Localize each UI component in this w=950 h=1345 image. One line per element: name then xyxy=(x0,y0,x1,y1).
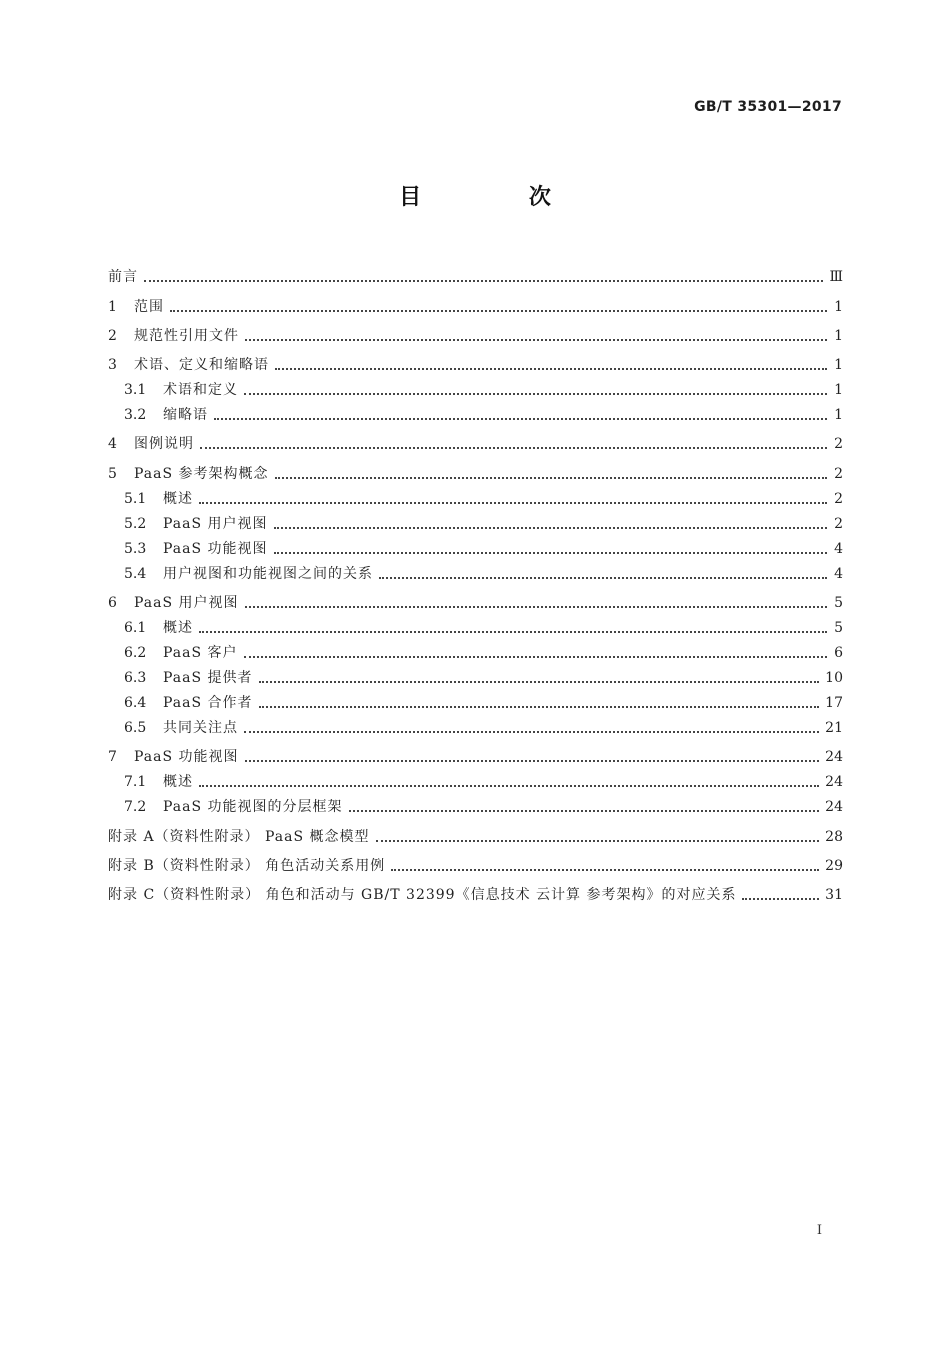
standard-code: GB/T 35301—2017 xyxy=(694,99,842,115)
toc-entry-number: 6.3 xyxy=(124,670,147,687)
toc-entry-page: 21 xyxy=(825,720,843,737)
toc-entry-label: 附录 A（资料性附录） PaaS 概念模型 xyxy=(108,828,370,845)
toc-entry-label: PaaS 功能视图 xyxy=(134,749,239,766)
toc-entry-label: PaaS 合作者 xyxy=(163,695,253,712)
toc-entry-page: 6 xyxy=(834,645,843,662)
toc-entry[interactable] xyxy=(108,847,843,876)
toc-entry-number: 5.1 xyxy=(124,490,147,507)
dot-leader xyxy=(200,446,827,449)
toc-entry-number: 2 xyxy=(108,327,117,344)
dot-leader xyxy=(245,759,820,762)
toc-entry-number: 6.1 xyxy=(124,620,147,637)
toc-entry[interactable] xyxy=(108,317,843,346)
toc-entry[interactable] xyxy=(108,509,843,534)
toc-entry-page: 1 xyxy=(834,382,843,399)
dot-leader xyxy=(245,338,827,341)
toc-entry-label: PaaS 参考架构概念 xyxy=(134,465,269,482)
toc-entry-number: 7.2 xyxy=(124,799,147,816)
toc-entry-number: 6.2 xyxy=(124,645,147,662)
toc-entry[interactable] xyxy=(108,425,843,454)
toc-entry-label: 术语、定义和缩略语 xyxy=(134,357,269,374)
toc-entry[interactable] xyxy=(108,559,843,584)
dot-leader xyxy=(245,605,827,608)
dot-leader xyxy=(274,526,827,529)
toc-entry-label: 附录 B（资料性附录） 角色活动关系用例 xyxy=(108,857,386,874)
page-title: 目 次 xyxy=(399,185,601,210)
toc-entry-page: Ⅲ xyxy=(829,269,843,286)
toc-entry-page: 1 xyxy=(834,407,843,424)
toc-entry-page: 24 xyxy=(825,774,843,791)
toc-entry-label: 概述 xyxy=(163,774,193,791)
toc-entry-label: 共同关注点 xyxy=(163,720,238,737)
toc-entry-page: 4 xyxy=(834,565,843,582)
toc-entry-label: 范围 xyxy=(134,298,164,315)
toc-entry-page: 4 xyxy=(834,540,843,557)
dot-leader xyxy=(244,730,819,733)
toc-entry[interactable] xyxy=(108,484,843,509)
toc-entry-label: 规范性引用文件 xyxy=(134,327,239,344)
toc-entry[interactable] xyxy=(108,876,843,905)
toc-entry-page: 31 xyxy=(825,887,843,904)
toc-entry-page: 2 xyxy=(834,515,843,532)
toc-entry[interactable] xyxy=(108,613,843,638)
toc-entry[interactable] xyxy=(108,713,843,738)
toc-entry[interactable] xyxy=(108,287,843,316)
toc-entry-label: 术语和定义 xyxy=(163,382,238,399)
toc-entry-label: 概述 xyxy=(163,490,193,507)
toc-entry-page: 10 xyxy=(825,670,843,687)
toc-entry[interactable] xyxy=(108,688,843,713)
toc-entry-label: 附录 C（资料性附录） 角色和活动与 GB/T 32399《信息技术 云计算 参考架构》的对应关系 xyxy=(108,887,737,904)
toc-entry-page: 28 xyxy=(825,828,843,845)
toc-entry-number: 5.3 xyxy=(124,540,147,557)
dot-leader xyxy=(199,501,827,504)
toc-entry[interactable] xyxy=(108,663,843,688)
toc-entry[interactable] xyxy=(108,738,843,767)
toc-entry-page: 2 xyxy=(834,436,843,453)
toc-entry-number: 3.1 xyxy=(124,382,147,399)
toc-entry[interactable] xyxy=(108,817,843,846)
toc-entry-page: 1 xyxy=(834,357,843,374)
toc-entry[interactable] xyxy=(108,258,843,287)
dot-leader xyxy=(379,576,827,579)
dot-leader xyxy=(144,279,823,282)
toc-entry-page: 24 xyxy=(825,749,843,766)
toc-entry-page: 5 xyxy=(834,595,843,612)
dot-leader xyxy=(214,417,827,420)
toc-entry-number: 5 xyxy=(108,465,117,482)
toc-entry-number: 7 xyxy=(108,749,117,766)
toc-entry-label: PaaS 客户 xyxy=(163,645,238,662)
dot-leader xyxy=(274,551,827,554)
toc-entry-page: 24 xyxy=(825,799,843,816)
dot-leader xyxy=(244,655,827,658)
dot-leader xyxy=(259,705,820,708)
toc-entry-label: PaaS 用户视图 xyxy=(134,595,239,612)
toc-entry-label: 概述 xyxy=(163,620,193,637)
toc-entry-number: 3 xyxy=(108,357,117,374)
toc-entry-label: PaaS 用户视图 xyxy=(163,515,268,532)
dot-leader xyxy=(376,839,820,842)
dot-leader xyxy=(199,784,819,787)
toc-entry-page: 17 xyxy=(825,695,843,712)
toc-entry-label: PaaS 功能视图的分层框架 xyxy=(163,799,343,816)
toc-entry[interactable] xyxy=(108,400,843,425)
toc-entry-number: 4 xyxy=(108,436,117,453)
toc-entry-page: 29 xyxy=(825,857,843,874)
toc-entry[interactable] xyxy=(108,375,843,400)
dot-leader xyxy=(259,680,820,683)
dot-leader xyxy=(244,392,827,395)
toc-entry[interactable] xyxy=(108,346,843,375)
toc-entry-label: PaaS 提供者 xyxy=(163,670,253,687)
toc-entry-page: 1 xyxy=(834,298,843,315)
dot-leader xyxy=(349,809,820,812)
dot-leader xyxy=(275,476,827,479)
toc-entry-number: 6.4 xyxy=(124,695,147,712)
dot-leader xyxy=(742,897,819,900)
toc-entry-label: 前言 xyxy=(108,269,138,286)
toc-entry[interactable] xyxy=(108,792,843,817)
page-number: I xyxy=(816,1223,822,1238)
toc-entry-number: 1 xyxy=(108,298,117,315)
toc-entry-number: 7.1 xyxy=(124,774,147,791)
toc-entry[interactable] xyxy=(108,638,843,663)
toc-entry-label: 用户视图和功能视图之间的关系 xyxy=(163,565,373,582)
toc-entry-number: 5.2 xyxy=(124,515,147,532)
table-of-contents xyxy=(108,258,843,905)
dot-leader xyxy=(199,630,827,633)
toc-entry[interactable] xyxy=(108,767,843,792)
dot-leader xyxy=(391,868,819,871)
toc-entry[interactable] xyxy=(108,584,843,613)
toc-entry-page: 1 xyxy=(834,327,843,344)
toc-entry[interactable] xyxy=(108,454,843,483)
toc-entry-number: 6 xyxy=(108,595,117,612)
toc-entry[interactable] xyxy=(108,534,843,559)
toc-entry-page: 5 xyxy=(834,620,843,637)
dot-leader xyxy=(275,367,827,370)
toc-entry-label: 缩略语 xyxy=(163,407,208,424)
toc-entry-page: 2 xyxy=(834,490,843,507)
toc-entry-label: PaaS 功能视图 xyxy=(163,540,268,557)
toc-entry-label: 图例说明 xyxy=(134,436,194,453)
toc-entry-number: 5.4 xyxy=(124,565,147,582)
dot-leader xyxy=(170,309,827,312)
toc-entry-page: 2 xyxy=(834,465,843,482)
toc-entry-number: 6.5 xyxy=(124,720,147,737)
toc-entry-number: 3.2 xyxy=(124,407,147,424)
